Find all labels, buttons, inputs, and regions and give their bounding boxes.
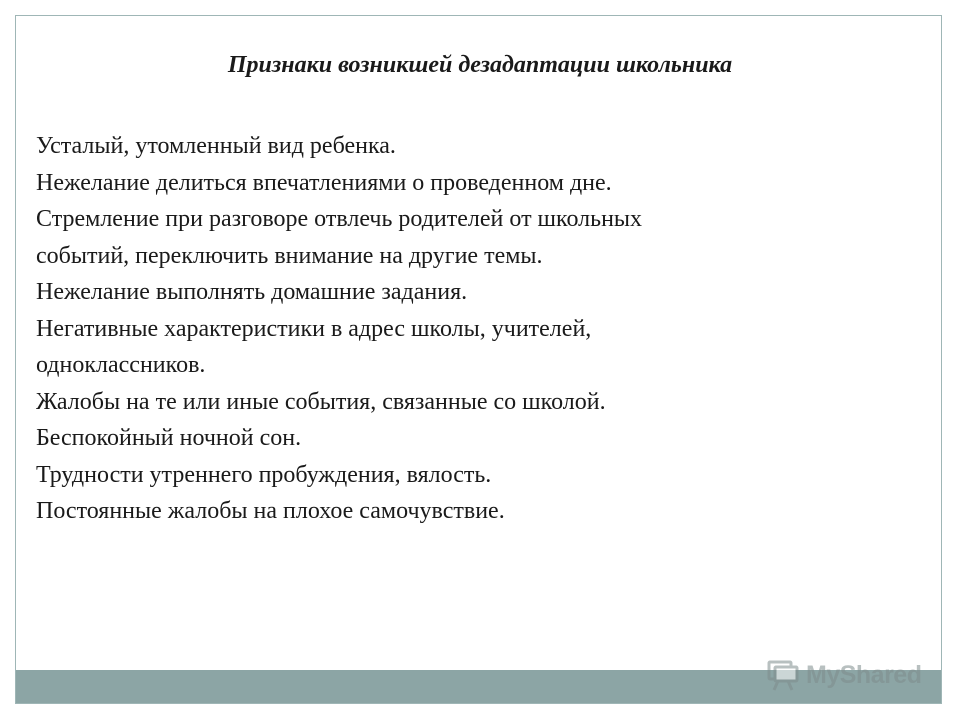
presentation-board-icon [766, 658, 800, 692]
symptom-list [36, 128, 916, 530]
symptom-line: Нежелание делиться впечатлениями о проведенном дне. [36, 169, 612, 196]
symptom-line: Негативные характеристики в адрес школы, учителей, [36, 315, 592, 342]
symptom-line: Усталый, утомленный вид ребенка. [36, 133, 396, 159]
slide-title: Признаки возникшей дезадаптации школьника [227, 52, 733, 78]
symptom-line: Постоянные жалобы на плохое самочувствие. [36, 498, 505, 524]
symptom-line: Беспокойный ночной сон. [36, 425, 302, 451]
myshared-watermark [766, 655, 921, 695]
symptom-line: одноклассников. [36, 352, 206, 378]
symptom-line: событий, переключить внимание на другие темы. [36, 242, 543, 269]
watermark-text: MyShared [806, 660, 922, 689]
symptom-line: Нежелание выполнять домашние задания. [36, 279, 468, 305]
symptom-line: Жалобы на те или иные события, связанные со школой. [36, 388, 606, 415]
symptom-line: Стремление при разговоре отвлечь родителей от школьных [36, 206, 643, 232]
symptom-line: Трудности утреннего пробуждения, вялость. [36, 461, 492, 488]
